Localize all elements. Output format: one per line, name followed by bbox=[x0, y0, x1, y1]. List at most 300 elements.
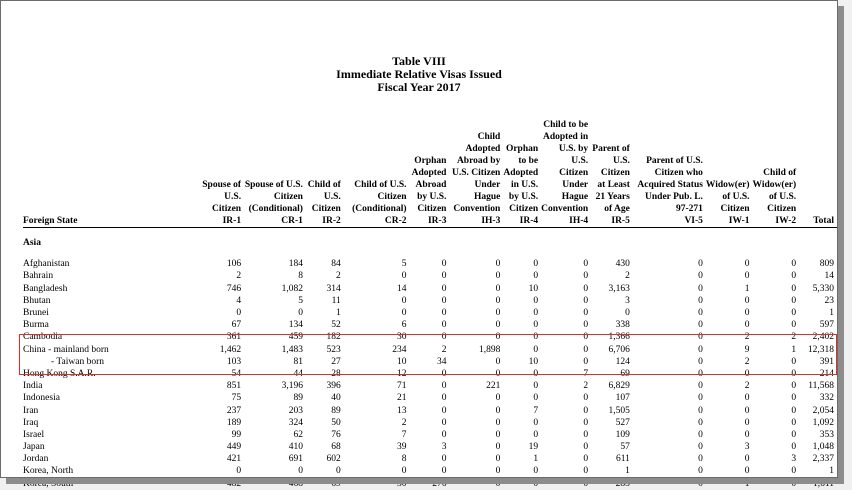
table-cell: 338 bbox=[615, 320, 630, 331]
table-cell: 54 bbox=[231, 368, 242, 379]
column-header-code: IR-1 bbox=[222, 216, 242, 226]
table-cell: 34 bbox=[436, 356, 447, 367]
table-cell: 391 bbox=[819, 356, 834, 367]
table-cell: 421 bbox=[226, 454, 242, 465]
table-cell: 8 bbox=[401, 454, 407, 465]
table-row bbox=[23, 368, 837, 380]
table-cell: 0 bbox=[298, 466, 303, 477]
table-cell: 0 bbox=[583, 320, 589, 331]
table-cell: 2 bbox=[401, 417, 407, 428]
column-header bbox=[449, 119, 503, 228]
column-header-label: Foreign State bbox=[23, 216, 78, 226]
table-cell: 75 bbox=[231, 393, 242, 404]
table-cell: 13 bbox=[397, 405, 407, 416]
table-row bbox=[23, 417, 837, 429]
foreign-state-cell: Afghanistan bbox=[23, 259, 70, 270]
table-cell: 6,706 bbox=[608, 344, 630, 355]
table-cell: 0 bbox=[533, 308, 539, 319]
table-cell: 0 bbox=[441, 320, 447, 331]
table-cell: 106 bbox=[226, 259, 242, 270]
table-row bbox=[23, 283, 837, 295]
table-cell: 0 bbox=[236, 466, 242, 477]
table-cell: 0 bbox=[441, 283, 447, 294]
table-cell: 523 bbox=[326, 344, 341, 355]
table-cell: 0 bbox=[533, 320, 539, 331]
table-row bbox=[23, 307, 837, 319]
table-cell: 0 bbox=[533, 466, 539, 477]
column-header-label: Parent of U.S. Citizen at Least 21 Years of Age bbox=[592, 144, 630, 214]
table-cell: 1,483 bbox=[281, 344, 303, 355]
table-cell: 0 bbox=[698, 271, 703, 282]
table-cell: 0 bbox=[533, 332, 539, 343]
table-cell: 0 bbox=[495, 295, 501, 306]
table-cell: 2 bbox=[744, 332, 750, 343]
table-cell: 0 bbox=[744, 393, 750, 404]
table-cell: 691 bbox=[288, 454, 303, 465]
table-cell: 0 bbox=[495, 429, 501, 440]
table-cell: 62 bbox=[293, 429, 303, 440]
column-header-code: IR-3 bbox=[427, 216, 447, 226]
foreign-state-cell: Bangladesh bbox=[23, 283, 68, 294]
column-header-code: IR-2 bbox=[322, 216, 341, 226]
table-cell: 3 bbox=[625, 295, 630, 306]
table-cell: 5 bbox=[298, 295, 303, 306]
table-cell: 1,898 bbox=[478, 344, 501, 355]
table-cell: 0 bbox=[236, 308, 242, 319]
table-cell: 57 bbox=[620, 442, 630, 453]
table-cell: 0 bbox=[698, 344, 703, 355]
table-cell: 8 bbox=[298, 271, 303, 282]
table-cell: 0 bbox=[791, 405, 797, 416]
table-cell: 0 bbox=[583, 429, 589, 440]
table-cell: 76 bbox=[331, 429, 341, 440]
table-cell: 23 bbox=[824, 295, 834, 306]
table-cell: 0 bbox=[791, 295, 797, 306]
column-header bbox=[591, 119, 633, 228]
table-cell: 214 bbox=[819, 368, 834, 379]
table-cell: 11,568 bbox=[808, 381, 834, 392]
table-cell: 0 bbox=[495, 405, 501, 416]
region-label: Asia bbox=[23, 238, 41, 249]
table-cell: 2 bbox=[625, 271, 630, 282]
table-cell: 14 bbox=[824, 271, 834, 282]
table-cell: 0 bbox=[698, 442, 703, 453]
table-cell: 0 bbox=[744, 368, 750, 379]
table-row bbox=[23, 392, 837, 404]
header-row bbox=[23, 119, 837, 228]
table-cell: 0 bbox=[583, 271, 589, 282]
table-cell: 10 bbox=[528, 283, 539, 294]
table-cell: 353 bbox=[819, 429, 834, 440]
column-header-code: IH-4 bbox=[569, 216, 589, 226]
table-cell: 2 bbox=[583, 381, 589, 392]
table-cell: 0 bbox=[298, 308, 303, 319]
column-header-code: CR-1 bbox=[281, 216, 303, 226]
table-cell: 1 bbox=[791, 344, 797, 355]
table-cell: 2 bbox=[744, 381, 750, 392]
column-header-code: CR-2 bbox=[384, 216, 407, 226]
region-row bbox=[23, 228, 837, 259]
table-cell: 3,196 bbox=[281, 381, 303, 392]
table-cell: 2 bbox=[336, 271, 341, 282]
table-cell: 2,054 bbox=[812, 405, 834, 416]
table-cell: 0 bbox=[583, 454, 589, 465]
table-cell: 0 bbox=[495, 466, 501, 477]
table-cell: 0 bbox=[698, 417, 703, 428]
column-header bbox=[541, 119, 591, 228]
table-cell: 0 bbox=[744, 320, 750, 331]
table-cell: 851 bbox=[226, 381, 242, 392]
table-cell: 0 bbox=[583, 405, 589, 416]
table-cell: 27 bbox=[331, 356, 341, 367]
table-cell: 0 bbox=[441, 417, 447, 428]
table-cell: 0 bbox=[698, 283, 703, 294]
table-row bbox=[23, 319, 837, 331]
table-row bbox=[23, 331, 837, 343]
table-cell: 0 bbox=[791, 259, 797, 270]
table-cell: 84 bbox=[331, 259, 341, 270]
table-cell: 237 bbox=[226, 405, 242, 416]
table-row bbox=[23, 270, 837, 282]
table-cell: 0 bbox=[441, 332, 447, 343]
table-cell: 0 bbox=[791, 466, 797, 477]
table-cell: 0 bbox=[698, 393, 703, 404]
column-header bbox=[306, 119, 344, 228]
table-cell: 0 bbox=[533, 429, 539, 440]
table-row bbox=[23, 295, 837, 307]
column-header-label: Child to be Adopted in U.S. by U.S. Citizen Under Hague Convention bbox=[541, 120, 589, 214]
foreign-state-cell: Jordan bbox=[23, 454, 49, 465]
table-row bbox=[23, 441, 837, 453]
table-cell: 0 bbox=[744, 466, 750, 477]
table-cell: 0 bbox=[495, 417, 501, 428]
table-cell: 809 bbox=[819, 259, 834, 270]
table-cell: 134 bbox=[288, 320, 303, 331]
table-cell: 10 bbox=[528, 356, 539, 367]
foreign-state-cell: - Taiwan born bbox=[51, 356, 104, 367]
column-header-label: Child of U.S. Citizen bbox=[307, 180, 341, 214]
column-header-label: Child of U.S. Citizen (Conditional) bbox=[352, 180, 407, 214]
table-row bbox=[23, 465, 837, 477]
column-header-label: Orphan Adopted Abroad by U.S. Citizen bbox=[411, 156, 447, 214]
table-title-block bbox=[1, 55, 837, 94]
foreign-state-cell: Japan bbox=[23, 442, 45, 453]
table-cell: 7 bbox=[583, 368, 589, 379]
table-cell: 184 bbox=[288, 259, 303, 270]
table-cell: 0 bbox=[698, 368, 703, 379]
column-header-label: Orphan to be Adopted in U.S. by U.S. Citizen bbox=[503, 144, 539, 214]
table-cell: 527 bbox=[615, 417, 630, 428]
column-header bbox=[244, 119, 306, 228]
table-cell: 0 bbox=[401, 308, 407, 319]
table-cell: 0 bbox=[791, 283, 797, 294]
table-cell: 1 bbox=[625, 466, 630, 477]
table-cell: 0 bbox=[495, 259, 501, 270]
table-cell: 1,366 bbox=[608, 332, 630, 343]
page-shadow-bottom bbox=[6, 478, 844, 484]
table-cell: 7 bbox=[401, 429, 407, 440]
table-cell: 0 bbox=[533, 393, 539, 404]
table-cell: 7 bbox=[533, 405, 539, 416]
table-cell: 0 bbox=[583, 393, 589, 404]
table-cell: 0 bbox=[791, 381, 797, 392]
table-cell: 0 bbox=[698, 381, 703, 392]
table-cell: 3 bbox=[791, 454, 797, 465]
table-cell: 0 bbox=[495, 320, 501, 331]
visa-table bbox=[23, 119, 837, 490]
table-cell: 0 bbox=[791, 442, 797, 453]
column-header-code: IH-3 bbox=[481, 216, 501, 226]
column-header bbox=[503, 119, 541, 228]
table-cell: 107 bbox=[615, 393, 630, 404]
column-header-label: Parent of U.S. Citizen who Acquired Status Under Pub. L. 97-271 bbox=[637, 156, 703, 214]
table-cell: 0 bbox=[495, 332, 501, 343]
table-cell: 1,462 bbox=[219, 344, 242, 355]
table-cell: 0 bbox=[401, 271, 407, 282]
table-cell: 0 bbox=[401, 466, 407, 477]
table-cell: 0 bbox=[698, 466, 703, 477]
table-cell: 746 bbox=[226, 283, 242, 294]
table-cell: 9 bbox=[744, 344, 750, 355]
column-header-label: Child Adopted Abroad by U.S. Citizen Under Hague Convention bbox=[452, 132, 501, 214]
table-cell: 0 bbox=[495, 442, 501, 453]
page-shadow-right bbox=[838, 6, 844, 478]
table-row bbox=[23, 258, 837, 270]
table-cell: 0 bbox=[441, 259, 447, 270]
table-cell: 0 bbox=[533, 381, 539, 392]
table-cell: 0 bbox=[533, 271, 539, 282]
table-cell: 0 bbox=[583, 259, 589, 270]
table-cell: 0 bbox=[625, 308, 630, 319]
table-cell: 430 bbox=[615, 259, 630, 270]
table-cell: 3 bbox=[441, 442, 447, 453]
table-cell: 0 bbox=[744, 308, 750, 319]
table-cell: 0 bbox=[583, 417, 589, 428]
table-cell: 203 bbox=[288, 405, 303, 416]
table-cell: 67 bbox=[231, 320, 242, 331]
column-header bbox=[23, 119, 198, 228]
table-cell: 361 bbox=[226, 332, 242, 343]
table-cell: 0 bbox=[533, 259, 539, 270]
table-title: Immediate Relative Visas Issued bbox=[336, 67, 502, 81]
table-cell: 19 bbox=[528, 442, 539, 453]
table-cell: 99 bbox=[231, 429, 242, 440]
column-header-code: IW-1 bbox=[728, 216, 750, 226]
table-cell: 0 bbox=[791, 393, 797, 404]
table-cell: 0 bbox=[744, 454, 750, 465]
table-cell: 2 bbox=[236, 271, 242, 282]
table-cell: 1 bbox=[744, 283, 750, 294]
table-cell: 0 bbox=[791, 308, 797, 319]
foreign-state-cell: India bbox=[23, 381, 43, 392]
table-cell: 0 bbox=[583, 295, 589, 306]
table-cell: 0 bbox=[441, 368, 447, 379]
table-cell: 71 bbox=[397, 381, 407, 392]
table-cell: 0 bbox=[533, 295, 539, 306]
table-row bbox=[23, 404, 837, 416]
table-cell: 0 bbox=[441, 466, 447, 477]
table-cell: 0 bbox=[698, 405, 703, 416]
table-cell: 0 bbox=[495, 271, 501, 282]
table-cell: 0 bbox=[533, 417, 539, 428]
table-cell: 0 bbox=[533, 368, 539, 379]
table-cell: 39 bbox=[397, 442, 407, 453]
column-header bbox=[410, 119, 450, 228]
table-cell: 2 bbox=[441, 344, 447, 355]
table-cell: 0 bbox=[495, 356, 501, 367]
column-header-code: VI-5 bbox=[684, 216, 703, 226]
table-cell: 410 bbox=[288, 442, 303, 453]
table-cell: 1,505 bbox=[608, 405, 630, 416]
foreign-state-cell: Israel bbox=[23, 429, 45, 440]
table-cell: 0 bbox=[698, 454, 703, 465]
table-cell: 5,330 bbox=[812, 283, 834, 294]
table-cell: 2,402 bbox=[812, 332, 834, 343]
table-cell: 89 bbox=[293, 393, 303, 404]
table-cell: 0 bbox=[495, 454, 501, 465]
table-cell: 109 bbox=[615, 429, 630, 440]
table-cell: 5 bbox=[401, 259, 407, 270]
table-cell: 0 bbox=[791, 429, 797, 440]
table-cell: 221 bbox=[486, 381, 501, 392]
foreign-state-cell: Burma bbox=[23, 320, 49, 331]
table-cell: 234 bbox=[392, 344, 407, 355]
table-cell: 0 bbox=[533, 344, 539, 355]
table-row bbox=[23, 453, 837, 465]
foreign-state-cell: Indonesia bbox=[23, 393, 60, 404]
column-header bbox=[633, 119, 706, 228]
table-cell: 69 bbox=[620, 368, 630, 379]
table-cell: 189 bbox=[226, 417, 242, 428]
table-cell: 2 bbox=[744, 356, 750, 367]
table-cell: 0 bbox=[744, 259, 750, 270]
table-cell: 0 bbox=[698, 332, 703, 343]
table-cell: 0 bbox=[791, 271, 797, 282]
table-row bbox=[23, 356, 837, 368]
table-cell: 3,163 bbox=[608, 283, 630, 294]
table-cell: 44 bbox=[293, 368, 303, 379]
column-header-code: IR-4 bbox=[519, 216, 539, 226]
column-header-label: Child of Widow(er) of U.S. Citizen bbox=[752, 168, 797, 214]
table-cell: 0 bbox=[441, 454, 447, 465]
column-header-label: Total bbox=[813, 216, 834, 226]
table-row bbox=[23, 380, 837, 392]
table-cell: 14 bbox=[397, 283, 407, 294]
table-cell: 0 bbox=[583, 332, 589, 343]
table-cell: 0 bbox=[401, 295, 407, 306]
table-cell: 12,318 bbox=[807, 344, 834, 355]
foreign-state-cell: Cambodia bbox=[23, 332, 63, 343]
foreign-state-cell: Bhutan bbox=[23, 295, 51, 306]
table-cell: 2 bbox=[791, 332, 797, 343]
table-cell: 12 bbox=[397, 368, 407, 379]
table-cell: 0 bbox=[441, 393, 447, 404]
column-header bbox=[706, 119, 753, 228]
table-cell: 0 bbox=[583, 283, 589, 294]
column-header-code: IW-2 bbox=[775, 216, 797, 226]
column-header-label: Spouse of U.S. Citizen (Conditional) bbox=[244, 180, 303, 214]
column-header bbox=[799, 119, 837, 228]
column-header bbox=[198, 119, 244, 228]
table-cell: 6,829 bbox=[608, 381, 630, 392]
table-cell: 0 bbox=[744, 405, 750, 416]
table-cell: 0 bbox=[791, 356, 797, 367]
table-cell: 1 bbox=[829, 308, 834, 319]
table-cell: 1 bbox=[829, 466, 834, 477]
column-header-label: Spouse of U.S. Citizen bbox=[202, 180, 242, 214]
table-cell: 0 bbox=[744, 429, 750, 440]
table-cell: 52 bbox=[331, 320, 341, 331]
table-cell: 103 bbox=[226, 356, 242, 367]
table-cell: 0 bbox=[441, 381, 447, 392]
table-cell: 0 bbox=[495, 283, 501, 294]
table-cell: 50 bbox=[331, 417, 341, 428]
table-cell: 449 bbox=[226, 442, 242, 453]
table-cell: 0 bbox=[583, 442, 589, 453]
table-cell: 21 bbox=[397, 393, 407, 404]
table-cell: 89 bbox=[331, 405, 341, 416]
table-cell: 81 bbox=[293, 356, 303, 367]
table-cell: 0 bbox=[698, 320, 703, 331]
table-cell: 0 bbox=[698, 259, 703, 270]
table-cell: 0 bbox=[791, 320, 797, 331]
table-cell: 124 bbox=[615, 356, 630, 367]
foreign-state-cell: Iraq bbox=[23, 417, 39, 428]
table-cell: 459 bbox=[288, 332, 303, 343]
foreign-state-cell: Korea, North bbox=[23, 466, 74, 477]
column-header bbox=[753, 119, 800, 228]
table-cell: 1 bbox=[533, 454, 539, 465]
column-header-label: Widow(er) of U.S. Citizen bbox=[705, 180, 750, 214]
table-cell: 597 bbox=[819, 320, 834, 331]
foreign-state-cell: Iran bbox=[23, 405, 39, 416]
table-cell: 0 bbox=[791, 417, 797, 428]
table-cell: 1,092 bbox=[812, 417, 834, 428]
table-cell: 40 bbox=[331, 393, 341, 404]
table-fiscal-year: Fiscal Year 2017 bbox=[377, 80, 461, 94]
table-cell: 0 bbox=[495, 368, 501, 379]
table-cell: 6 bbox=[401, 320, 407, 331]
table-cell: 1,082 bbox=[281, 283, 303, 294]
foreign-state-cell: China - mainland born bbox=[23, 344, 109, 355]
table-cell: 2,337 bbox=[812, 454, 834, 465]
table-cell: 0 bbox=[441, 271, 447, 282]
table-cell: 0 bbox=[441, 308, 447, 319]
table-cell: 0 bbox=[495, 393, 501, 404]
table-cell: 28 bbox=[331, 368, 341, 379]
table-row bbox=[23, 344, 837, 356]
table-cell: 0 bbox=[441, 429, 447, 440]
table-cell: 68 bbox=[331, 442, 341, 453]
table-cell: 0 bbox=[583, 344, 589, 355]
table-cell: 0 bbox=[495, 308, 501, 319]
table-cell: 0 bbox=[441, 295, 447, 306]
table-cell: 0 bbox=[336, 466, 341, 477]
table-cell: 0 bbox=[698, 308, 703, 319]
foreign-state-cell: Hong Kong S.A.R. bbox=[23, 368, 96, 379]
table-cell: 611 bbox=[615, 454, 630, 465]
table-cell: 10 bbox=[397, 356, 407, 367]
table-cell: 30 bbox=[397, 332, 407, 343]
table-cell: 0 bbox=[583, 308, 589, 319]
column-header bbox=[344, 119, 410, 228]
table-cell: 3 bbox=[744, 442, 750, 453]
table-cell: 0 bbox=[441, 405, 447, 416]
table-cell: 4 bbox=[236, 295, 242, 306]
foreign-state-cell: Brunei bbox=[23, 308, 49, 319]
table-cell: 0 bbox=[583, 356, 589, 367]
table-cell: 11 bbox=[331, 295, 341, 306]
